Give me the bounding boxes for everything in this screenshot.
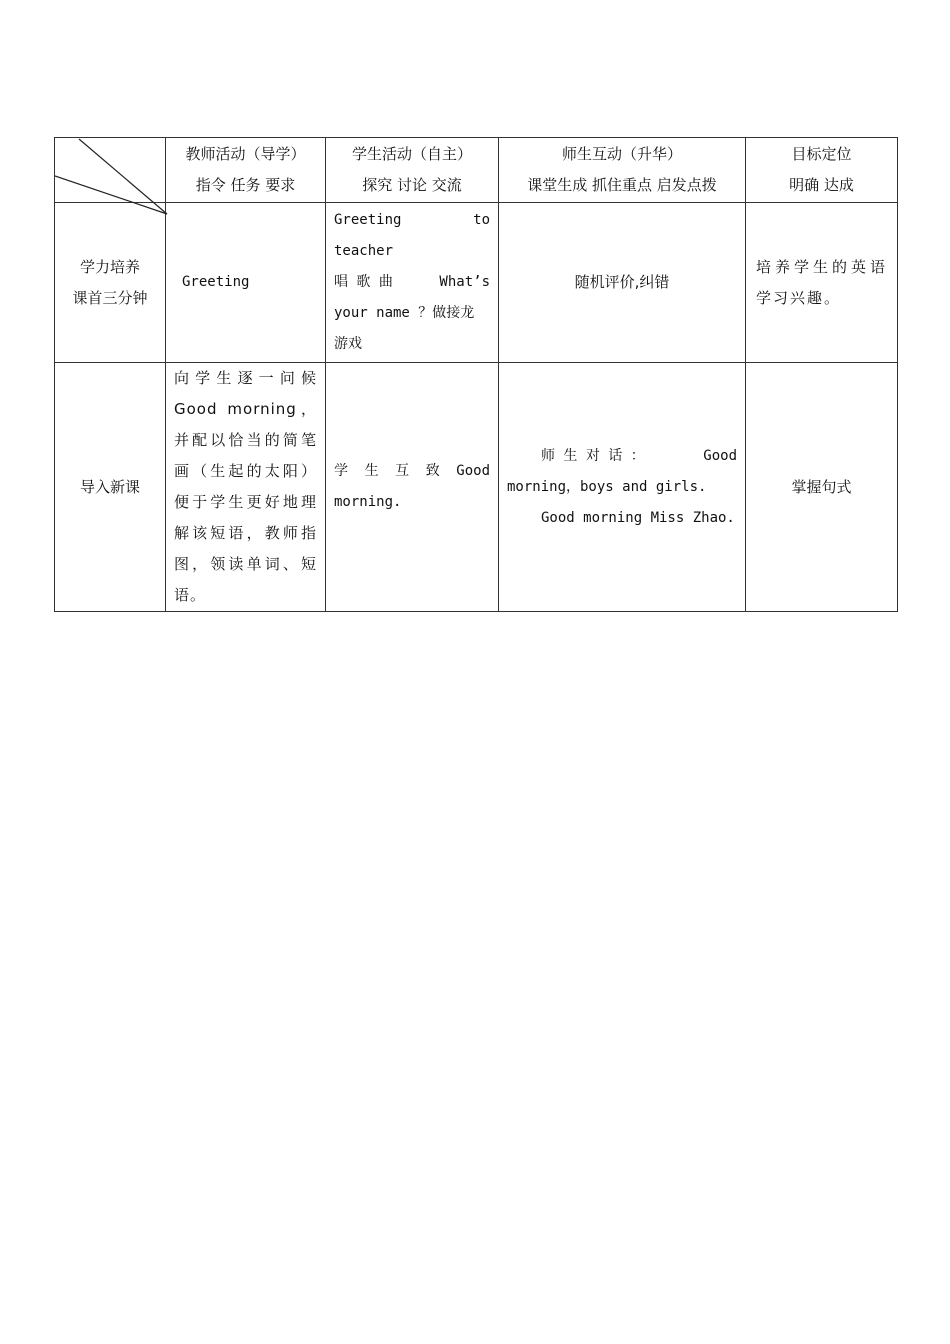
student-text: teacher <box>334 243 394 259</box>
student-activity-cell <box>326 203 499 363</box>
interaction-text: Good morning Miss Zhao. <box>541 509 735 526</box>
header-student-title: 学生活动（自主） <box>351 145 472 163</box>
student-text: Greeting <box>334 212 402 228</box>
student-activity-cell: 学 生 互 致 Good morning. <box>326 363 499 612</box>
diagonal-corner-cell <box>55 138 166 203</box>
row-label-cell <box>55 203 166 363</box>
table-row <box>55 363 898 612</box>
interaction-text: Good <box>703 447 737 464</box>
header-goal <box>746 138 898 203</box>
header-student-subtitle: 探究 讨论 交流 <box>362 176 462 194</box>
student-text: to <box>473 212 490 228</box>
student-text: 游戏 <box>334 336 362 352</box>
header-interaction <box>499 138 746 203</box>
interaction-text: 师 生 对 话 ： <box>541 447 645 464</box>
table-row <box>55 203 898 363</box>
header-teacher-title: 教师活动（导学） <box>185 145 306 163</box>
student-text: your name ？做接龙 <box>334 305 475 321</box>
lesson-plan-table <box>54 137 898 612</box>
interaction-line <box>507 441 737 472</box>
student-line <box>334 267 490 298</box>
interaction-cell <box>499 363 746 612</box>
goal-cell: 掌握句式 <box>746 363 898 612</box>
student-text: What’s <box>439 274 490 290</box>
header-student-activity <box>326 138 499 203</box>
student-line <box>334 205 490 236</box>
teacher-activity-cell: Greeting <box>166 203 326 363</box>
table-header-row <box>55 138 898 203</box>
row-label-line: 课首三分钟 <box>72 288 148 307</box>
diagonal-lines <box>55 138 171 218</box>
row-label-cell: 导入新课 <box>55 363 166 612</box>
header-goal-subtitle: 明确 达成 <box>789 176 854 194</box>
interaction-cell: 随机评价,纠错 <box>499 203 746 363</box>
teacher-activity-cell: 向学生逐一问候Good morning，并配以恰当的简笔画（生起的太阳）便于学生更好地理解该短语，教师指图，领读单词、短语。 <box>166 363 326 612</box>
student-text: 唱 歌 曲 <box>334 274 393 290</box>
goal-cell: 培养学生的英语学习兴趣。 <box>746 203 898 363</box>
header-teacher-subtitle: 指令 任务 要求 <box>195 176 296 194</box>
row-label-line: 学力培养 <box>79 257 140 276</box>
header-goal-title: 目标定位 <box>791 145 852 163</box>
header-interaction-title: 师生互动（升华） <box>561 145 682 163</box>
header-teacher-activity <box>166 138 326 203</box>
header-interaction-subtitle: 课堂生成 抓住重点 启发点拨 <box>527 176 717 194</box>
interaction-text: morning，boys and girls. <box>507 478 707 495</box>
